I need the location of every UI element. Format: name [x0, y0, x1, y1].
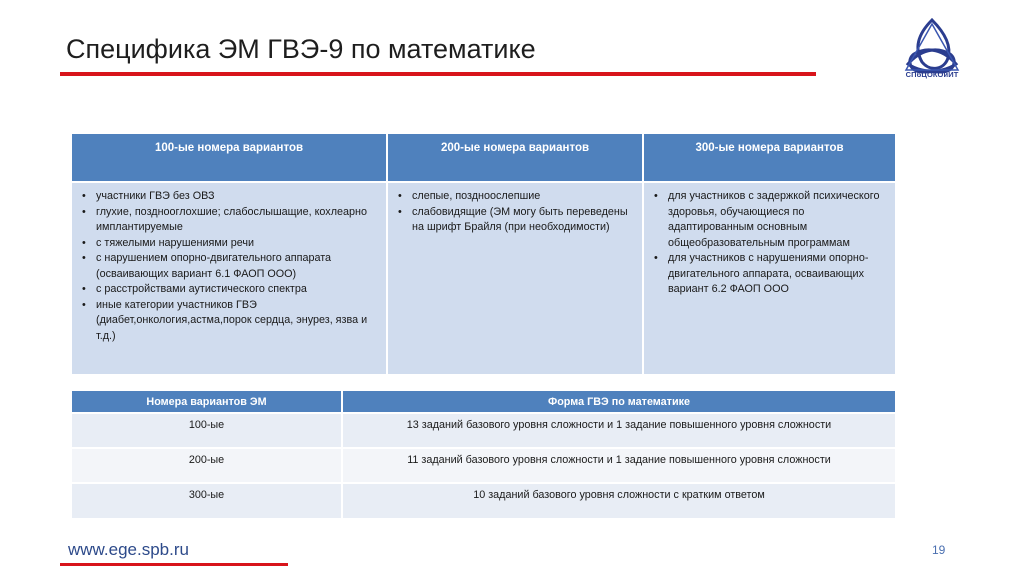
form-cell: 13 заданий базового уровня сложности и 1 задание повышенного уровня сложности — [342, 413, 895, 448]
form-cell: 11 заданий базового уровня сложности и 1 задание повышенного уровня сложности — [342, 448, 895, 483]
list-item: • слепые, поздноослепшие — [396, 189, 634, 205]
form-cell: 10 заданий базового уровня сложности с кратким ответом — [342, 483, 895, 518]
list-item: • иные категории участников ГВЭ (диабет,онкология,астма,порок сердца, энурез, язва и т.д.) — [80, 298, 378, 345]
logo-caption: СПбЦОКОиИТ — [905, 70, 959, 79]
list-item: • для участников с нарушениями опорно-двигательного аппарата, осваивающих вариант 6.2 ФАОП ООО — [652, 251, 887, 298]
variant-cell: 200-ые — [72, 448, 342, 483]
variant-cell: 300-ые — [72, 483, 342, 518]
list-item: • глухие, позднооглохшие; слабослышащие, кохлеарно имплантируемые — [80, 205, 378, 236]
footer-website-link[interactable]: www.ege.spb.ru — [68, 540, 189, 559]
header-200-variants: 200-ые номера вариантов — [387, 134, 643, 182]
table-row — [72, 413, 895, 448]
footer-underline — [60, 563, 288, 566]
header-100-variants: 100-ые номера вариантов — [72, 134, 387, 182]
page-number: 19 — [932, 543, 946, 557]
header-300-variants: 300-ые номера вариантов — [643, 134, 895, 182]
list-item: • участники ГВЭ без ОВЗ — [80, 189, 378, 205]
table-row — [72, 483, 895, 518]
list-item: • для участников с задержкой психического здоровья, обучающиеся по адаптированным основным общеобразовательным программам — [652, 189, 887, 251]
list-item: • с расстройствами аутистического спектра — [80, 282, 378, 298]
header-exam-form: Форма ГВЭ по математике — [342, 391, 895, 413]
title-underline — [60, 72, 816, 76]
participant-categories-table — [72, 134, 895, 374]
categories-200 — [387, 182, 643, 374]
header-variant-numbers: Номера вариантов ЭМ — [72, 391, 342, 413]
exam-form-table — [72, 391, 895, 518]
list-item: • с нарушением опорно-двигательного аппарата (осваивающих вариант 6.1 ФАОП ООО) — [80, 251, 378, 282]
slide-title: Специфика ЭМ ГВЭ-9 по математике — [66, 34, 536, 64]
list-item: • слабовидящие (ЭМ могу быть переведены на шрифт Брайля (при необходимости) — [396, 205, 634, 236]
list-item: • с тяжелыми нарушениями речи — [80, 236, 378, 252]
categories-100 — [72, 182, 387, 374]
categories-300 — [643, 182, 895, 374]
variant-cell: 100-ые — [72, 413, 342, 448]
table-row — [72, 448, 895, 483]
